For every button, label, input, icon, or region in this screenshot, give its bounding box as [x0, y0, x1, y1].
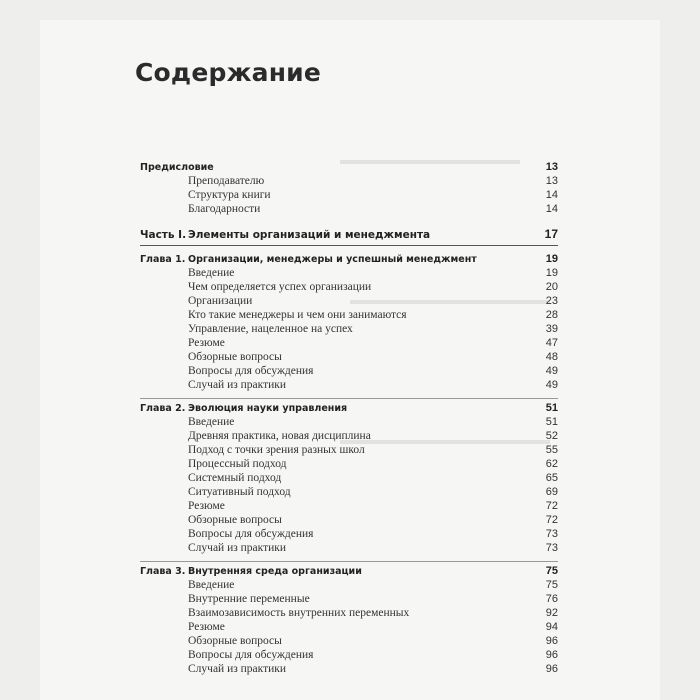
toc-entry[interactable]: Введение 19: [188, 267, 558, 279]
toc-entry[interactable]: Взаимозависимость внутренних переменных 92: [188, 607, 558, 619]
toc-chapter[interactable]: Глава 3. Внутренняя среда организации 75: [140, 561, 558, 578]
toc-entry[interactable]: Благодарности 14: [188, 203, 558, 215]
toc-entry[interactable]: Введение 51: [188, 416, 558, 428]
toc-entry[interactable]: Резюме 94: [188, 621, 558, 633]
toc-chapter[interactable]: Глава 1. Организации, менеджеры и успешный менеджмент 19: [140, 253, 558, 265]
toc-entry[interactable]: Резюме 72: [188, 500, 558, 512]
toc-entry[interactable]: Организации 23: [188, 295, 558, 307]
toc-entry[interactable]: Процессный подход 62: [188, 458, 558, 470]
toc-entry[interactable]: Ситуативный подход 69: [188, 486, 558, 498]
toc-entry[interactable]: Древняя практика, новая дисциплина 52: [188, 430, 558, 442]
toc-entry[interactable]: Вопросы для обсуждения 96: [188, 649, 558, 661]
toc-part[interactable]: Часть I. Элементы организаций и менеджмента 17: [140, 227, 558, 246]
toc-entry[interactable]: Преподавателю 13: [188, 175, 558, 187]
toc-entry[interactable]: Структура книги 14: [188, 189, 558, 201]
toc-entry[interactable]: Чем определяется успех организации 20: [188, 281, 558, 293]
toc-chapter[interactable]: Глава 2. Эволюция науки управления 51: [140, 398, 558, 415]
table-of-contents: [140, 160, 558, 676]
toc-entry[interactable]: Резюме 47: [188, 337, 558, 349]
page-title: Содержание: [135, 58, 322, 87]
toc-entry[interactable]: Управление, нацеленное на успех 39: [188, 323, 558, 335]
toc-entry[interactable]: Случай из практики 73: [188, 542, 558, 554]
toc-entry[interactable]: Обзорные вопросы 72: [188, 514, 558, 526]
toc-entry[interactable]: Подход с точки зрения разных школ 55: [188, 444, 558, 456]
toc-entry[interactable]: Кто такие менеджеры и чем они занимаются 28: [188, 309, 558, 321]
toc-entry[interactable]: Случай из практики 49: [188, 379, 558, 391]
toc-entry[interactable]: Введение 75: [188, 579, 558, 591]
toc-entry[interactable]: Внутренние переменные 76: [188, 593, 558, 605]
toc-entry[interactable]: Обзорные вопросы 48: [188, 351, 558, 363]
toc-entry[interactable]: Вопросы для обсуждения 49: [188, 365, 558, 377]
toc-preface[interactable]: Предисловие 13: [140, 161, 558, 173]
toc-entry[interactable]: Случай из практики 96: [188, 663, 558, 675]
toc-entry[interactable]: Вопросы для обсуждения 73: [188, 528, 558, 540]
toc-entry[interactable]: Обзорные вопросы 96: [188, 635, 558, 647]
toc-entry[interactable]: Системный подход 65: [188, 472, 558, 484]
